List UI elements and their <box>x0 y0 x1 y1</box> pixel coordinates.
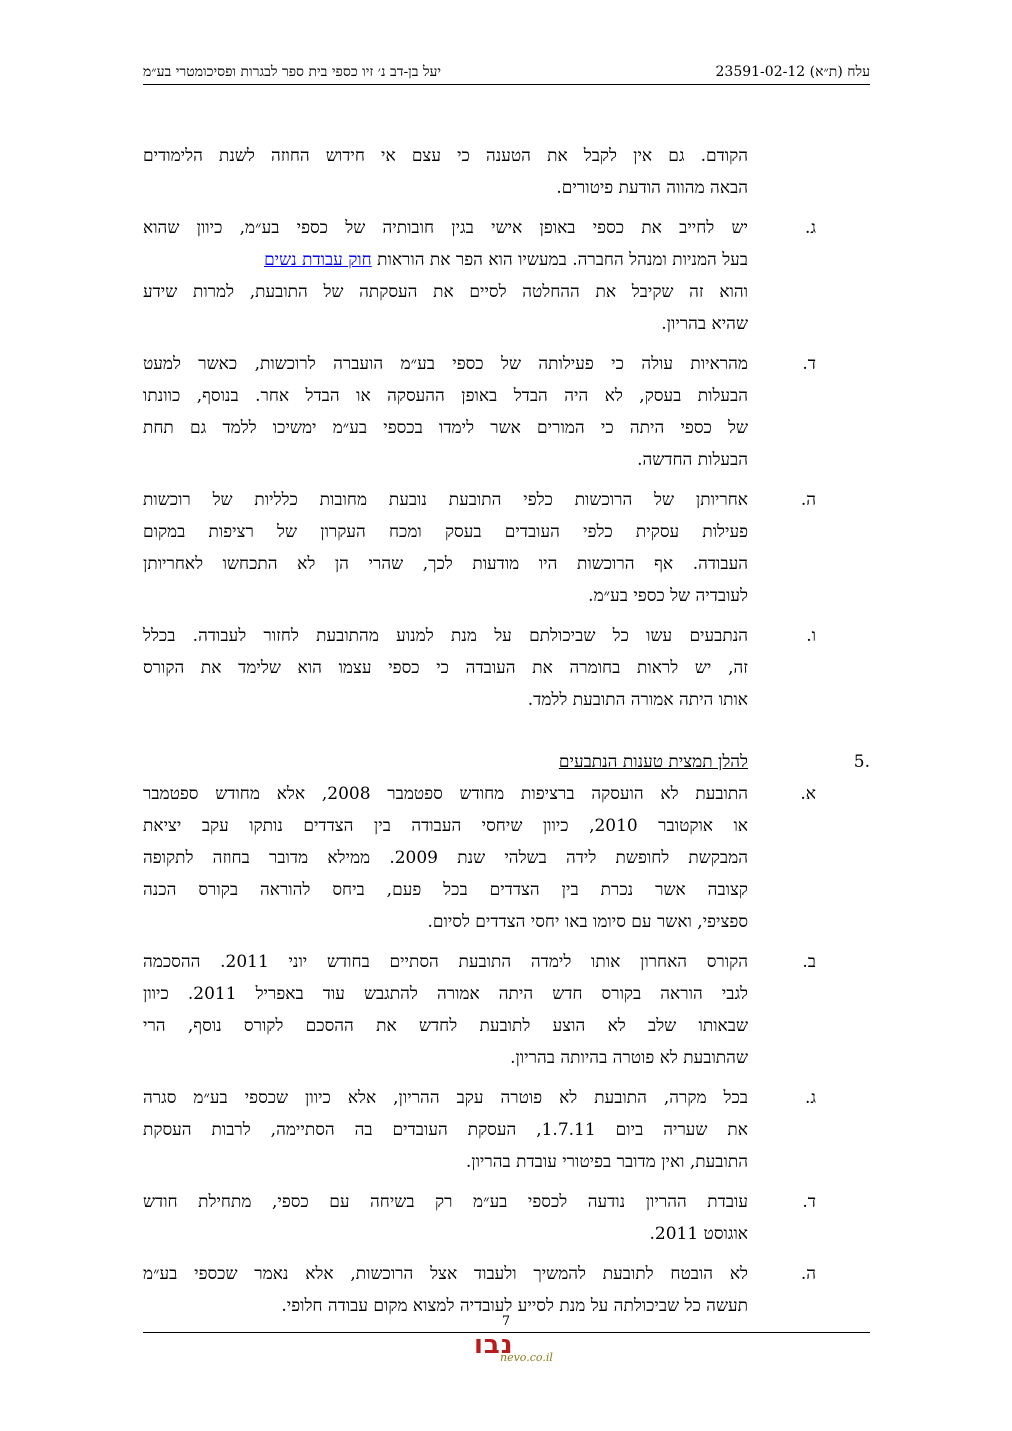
text-line: הקודם. גם אין לקבל את הטענה כי עצם אי חידוש החוזה לשנת הלימודים <box>143 146 748 166</box>
paragraph-item <box>143 778 870 938</box>
item-label: ה. <box>800 490 816 510</box>
item-label: ו. <box>806 626 816 646</box>
section-title: להלן תמצית טענות הנתבעים <box>558 752 748 772</box>
paragraph-item <box>143 946 870 1074</box>
text-line: הנתבעים עשו כל שביכולתם על מנת למנוע מהתובעת לחזור לעבודה. בכלל <box>143 626 748 646</box>
text-line: בכל מקרה, התובעת לא פוטרה עקב ההריון, אלא כיוון שכספי בע״מ סגרה <box>143 1088 748 1108</box>
text-line: לגבי הוראה בקורס חדש היתה אמורה להתגבש עוד באפריל 2011. כיוון <box>143 984 749 1004</box>
text-line: זה, יש לראות בחומרה את העובדה כי כספי עצמו הוא שלימד את הקורס <box>143 658 748 678</box>
header-divider <box>143 84 870 85</box>
case-title: יעל בן-דב נ׳ זיו כספי בית ספר לבגרות ופסיכומטרי בע״מ <box>143 64 442 80</box>
text-line: יש לחייב את כספי באופן אישי בגין חובותיה של כספי בע״מ, כיוון שהוא <box>143 218 748 238</box>
text-line: תעשה כל שביכולתה על מנת לסייע לעובדיה למצוא מקום עבודה חלופי. <box>281 1296 748 1316</box>
page-header <box>143 62 870 84</box>
text-line: של כספי היתה כי המורים אשר לימדו בכספי בע״מ ימשיכו ללמד גם תחת <box>143 418 748 438</box>
logo-site: nevo.co.il <box>500 1351 553 1364</box>
text-line: הבעלות בעסק, לא היה הבדל באופן ההעסקה או הבדל אחר. בנוסף, כוונתו <box>143 386 748 406</box>
text-line: הבאה מהווה הודעת פיטורים. <box>556 178 748 198</box>
text-line: ספציפי, ואשר עם סיומו באו יחסי הצדדים לסיום. <box>427 912 748 932</box>
text-line: והוא זה שקיבל את ההחלטה לסיים את העסקתה של התובעת, למרות שידע <box>143 282 748 302</box>
text-line: העבודה. אף הרוכשות היו מודעות לכך, שהרי הן לא התכחשו לאחריותן <box>143 554 748 574</box>
text-line: שהיא בהריון. <box>661 314 748 334</box>
paragraph-continuation <box>143 140 870 204</box>
item-label: ד. <box>802 354 816 374</box>
text-line: הקורס האחרון אותו לימדה התובעת הסתיים בחודש יוני 2011. ההסכמה <box>143 952 748 972</box>
section-number: 5. <box>853 752 870 772</box>
paragraph-item <box>143 484 870 612</box>
item-label: ג. <box>804 1088 816 1108</box>
text-line: לעובדיה של כספי בע״מ. <box>588 586 748 606</box>
text-line: הבעלות החדשה. <box>637 450 748 470</box>
text-line: או אוקטובר 2010, כיוון שיחסי העבודה בין הצדדים נותקו עקב יציאת <box>143 816 748 836</box>
text-line: פעילות עסקית כלפי העובדים בעסק ומכח העקרון של רציפות במקום <box>143 522 748 542</box>
text-line: אוגוסט 2011. <box>649 1224 748 1244</box>
text-line: המבקשת לחופשת לידה בשלהי שנת 2009. ממילא מדובר בחוזה לתקופה <box>143 848 748 868</box>
text-line: בעל המניות ומנהל החברה. במעשיו הוא הפר את הוראות <box>371 250 748 270</box>
logo-mark: נבו <box>474 1330 514 1360</box>
item-label: א. <box>800 784 816 804</box>
text-line: קצובה אשר נכרת בין הצדדים בכל פעם, ביחס להוראה בקורס הכנה <box>143 880 748 900</box>
paragraph-item <box>143 620 870 716</box>
case-number: עלח (ת״א) 23591-02-12 <box>715 64 870 80</box>
text-line: אחריותן של הרוכשות כלפי התובעת נובעת מחובות כלליות של רוכשות <box>143 490 748 510</box>
text-line: מהראיות עולה כי פעילותה של כספי בע״מ הועברה לרוכשות, כאשר למעט <box>143 354 748 374</box>
document-body <box>143 140 870 1322</box>
text-line: עובדת ההריון נודעה לכספי בע״מ רק בשיחה עם כספי, מתחילת חודש <box>143 1192 748 1212</box>
text-line: אותו היתה אמורה התובעת ללמד. <box>527 690 748 710</box>
law-link[interactable]: חוק עבודת נשים <box>264 250 372 270</box>
text-line: שהתובעת לא פוטרה בהיותה בהריון. <box>510 1048 748 1068</box>
paragraph-item <box>143 1186 870 1250</box>
item-label: ה. <box>800 1264 816 1284</box>
item-label: ג. <box>804 218 816 238</box>
text-line: את שעריה ביום 1.7.11, העסקת העובדים בה הסתיימה, לרבות העסקת <box>143 1120 748 1140</box>
paragraph-item <box>143 1082 870 1178</box>
text-line: שבאותו שלב לא הוצע לתובעת לחדש את ההסכם לקורס נוסף, הרי <box>143 1016 748 1036</box>
paragraph-item <box>143 348 870 476</box>
page-number: 7 <box>501 1314 511 1329</box>
paragraph-item <box>143 1258 870 1322</box>
nevo-logo <box>466 1330 556 1364</box>
item-label: ד. <box>802 1192 816 1212</box>
paragraph-item <box>143 212 870 340</box>
text-line: התובעת, ואין מדובר בפיטורי עובדת בהריון. <box>465 1152 748 1172</box>
text-line: התובעת לא הועסקה ברציפות מחודש ספטמבר 2008, אלא מחודש ספטמבר <box>143 784 749 804</box>
item-label: ב. <box>802 952 816 972</box>
section-heading <box>143 746 870 778</box>
text-line: לא הובטח לתובעת להמשיך ולעבוד אצל הרוכשות, אלא נאמר שכספי בע״מ <box>143 1264 748 1284</box>
